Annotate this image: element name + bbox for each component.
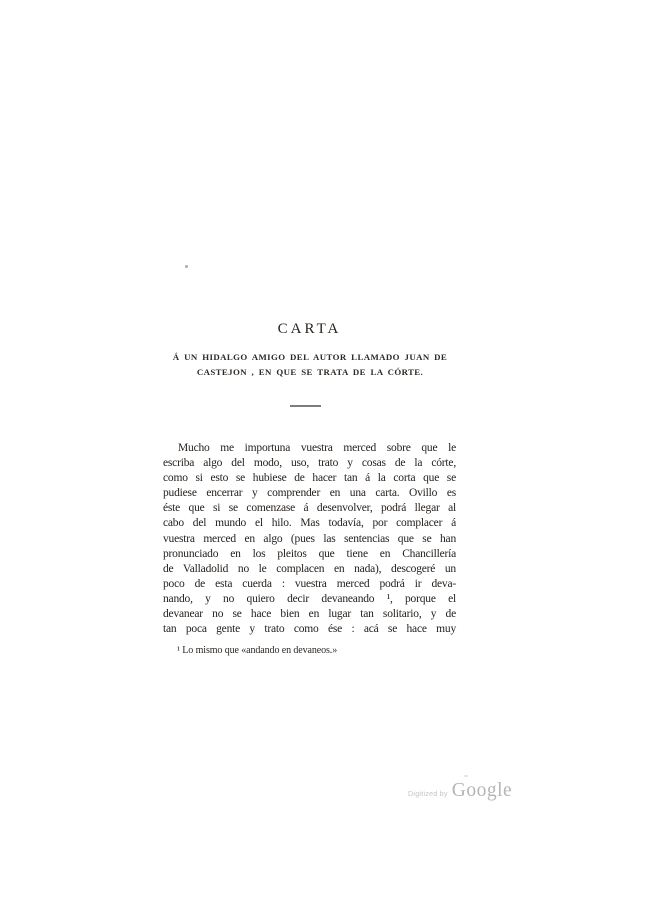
- body-line: Mucho me importuna vuestra merced sobre que le: [178, 442, 456, 454]
- body-line: poco de esta cuerda : vuestra merced podrá ir deva-: [163, 577, 456, 590]
- body-line: cabo del mundo el hilo. Mas todavía, por complacer á: [163, 517, 456, 530]
- body-line: pronunciado en los pleitos que tiene en Chancillería: [163, 547, 456, 560]
- google-logo: Google: [451, 780, 513, 801]
- chapter-subtitle-line-2: CASTEJON , EN QUE SE TRATA DE LA CÓRTE.: [196, 367, 424, 377]
- section-divider-rule: [290, 405, 321, 407]
- body-line: devanear no se hace bien en lugar tan solitario, y de: [163, 608, 456, 621]
- body-line: éste que si se comenzase á desenvolver, podrá llegar al: [163, 502, 456, 515]
- chapter-subtitle-line-1: Á UN HIDALGO AMIGO DEL AUTOR LLAMADO JUAN DE: [172, 352, 448, 362]
- digitized-by-google-watermark: [408, 780, 512, 802]
- body-line: escriba algo del modo, uso, trato y cosas de la córte,: [163, 457, 456, 470]
- scan-artifact-speck: [185, 265, 188, 268]
- body-line: tan poca gente y trato como ése : acá se hace muy: [163, 623, 456, 636]
- body-line: nando, y no quiero decir devaneando ¹, porque el: [163, 592, 456, 605]
- body-line: vuestra merced en algo (pues las sentencias que se han: [163, 532, 456, 545]
- body-paragraph: [163, 441, 456, 637]
- chapter-title: CARTA: [277, 321, 342, 337]
- body-line: de Valladolid no le complacen en nada), descogeré un: [163, 562, 456, 575]
- watermark-prefix-label: Digitized by: [408, 791, 448, 798]
- footnote: ¹ Lo mismo que «andando en devaneos.»: [177, 645, 338, 656]
- body-line: como si esto se hubiese de hacer tan á la corta que se: [163, 472, 456, 485]
- scan-artifact-speck: [464, 775, 468, 777]
- body-line: pudiese encerrar y comprender en una carta. Ovillo es: [163, 487, 456, 500]
